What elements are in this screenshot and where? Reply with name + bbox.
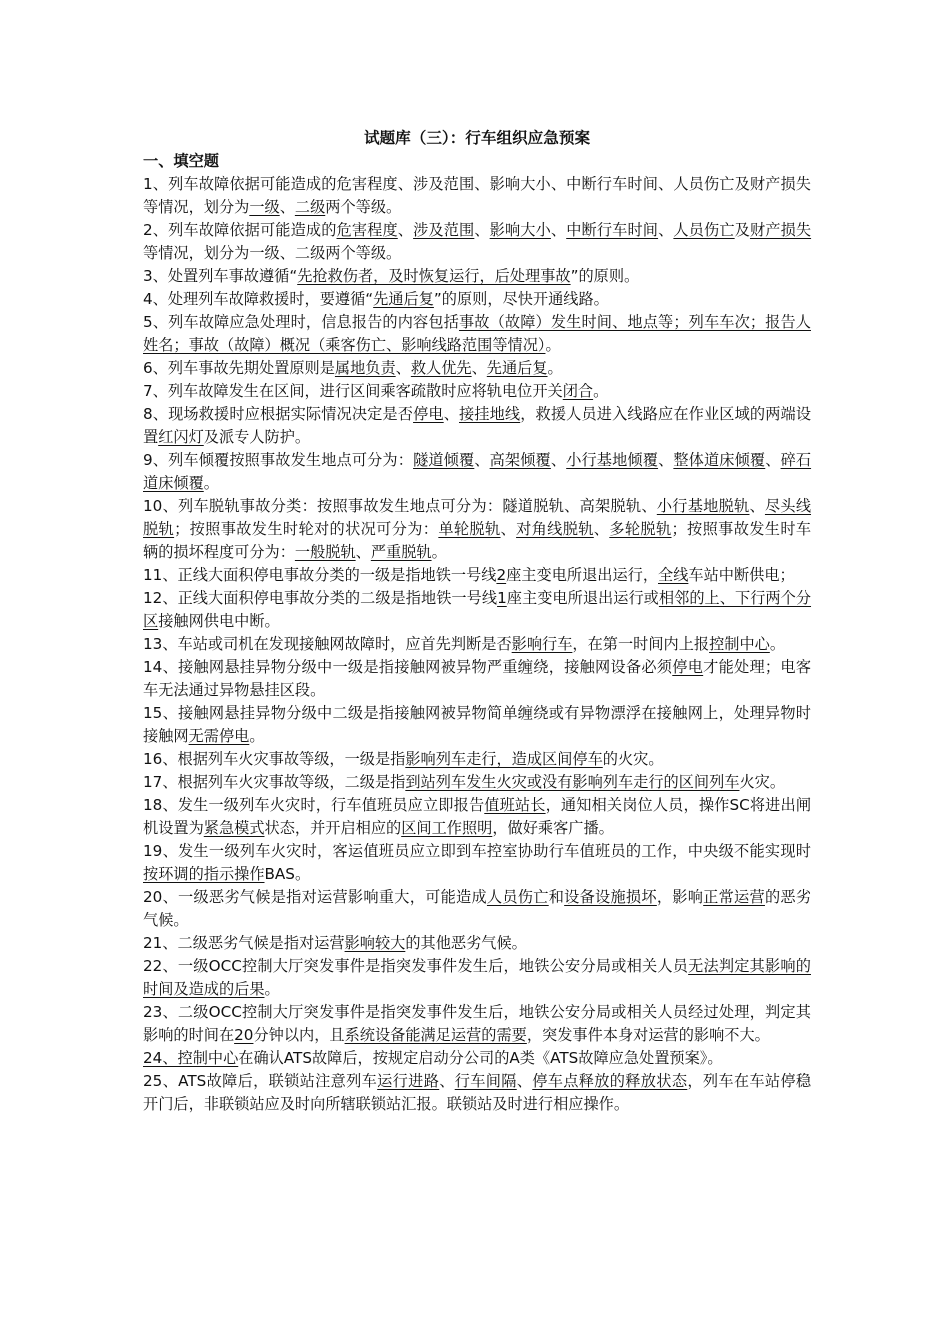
- answer-text: 碎石道床倾覆: [143, 451, 812, 492]
- answer-text: 高架倾覆: [489, 451, 551, 469]
- answer-text: 系统设备能满足运营的需要: [344, 1026, 527, 1044]
- question-text: 2、列车故障依据可能造成的: [143, 221, 337, 239]
- question-text: ，突发事件本身对运营的影响不大。: [526, 1026, 770, 1044]
- question-text: 。: [249, 727, 265, 745]
- question-item: [143, 748, 811, 771]
- answer-text: 事故（故障）发生时间、地点等；列车车次；报告人姓名；事故（故障）概况（乘客伤亡、影响线路范围等情况）: [143, 313, 811, 354]
- question-text: ，救援人员进入线路应在作业区域的两端设置: [143, 405, 812, 446]
- answer-text: 影响较大: [344, 934, 406, 952]
- answer-text: 行车间隔: [454, 1072, 517, 1090]
- answer-text: 属地负责: [334, 359, 396, 377]
- question-item: [143, 840, 811, 886]
- question-text: ”的原则。: [570, 267, 640, 285]
- answer-text: 无需停电: [188, 727, 250, 745]
- question-text: 19、发生一级列车火灾时，客运值班员应立即到车控室协助行车值班员的工作，中央级不能实现时: [143, 842, 811, 860]
- question-text: 21、二级恶劣气候是指对运营: [143, 934, 345, 952]
- question-text: 14、接触网悬挂异物分级中一级是指接触网被异物严重缠绕，接触网设备必须: [143, 658, 673, 676]
- question-text: 、: [279, 198, 295, 216]
- question-item: [143, 771, 811, 794]
- question-text: 车站中断供电；: [688, 566, 795, 584]
- question-text: 、: [550, 451, 567, 469]
- question-text: 18、发生一级列车火灾时，行车值班员应立即报告: [143, 796, 485, 814]
- answer-text: 隧道倾覆: [413, 451, 475, 469]
- question-text: 1、列车故障依据可能造成的危害程度、涉及范围、影响大小、中断行车时间、人员伤亡及财产损失等情况，划分为: [143, 175, 811, 216]
- answer-text: 影响行车: [511, 635, 573, 653]
- answer-text: 尽头线脱轨: [143, 497, 812, 538]
- question-text: 、: [550, 221, 567, 239]
- answer-text: 一般脱轨: [294, 543, 356, 561]
- question-text: 10、列车脱轨事故分类：按照事故发生地点可分为：隧道脱轨、高架脱轨、: [143, 497, 657, 515]
- question-item: [143, 173, 811, 219]
- question-text: 。: [431, 543, 447, 561]
- question-text: 、: [355, 543, 371, 561]
- question-item: [143, 311, 811, 357]
- question-text: 接触网供电中断。: [158, 612, 280, 630]
- question-text: 7、列车故障发生在区间，进行区间乘客疏散时应将轨电位开关: [143, 382, 563, 400]
- answer-text: 24、控制中心: [143, 1049, 239, 1067]
- question-item: [143, 219, 811, 265]
- question-item: [143, 380, 811, 403]
- question-text: 22、一级OCC控制大厅突发事件是指突发事件发生后，地铁公安分局或相关人员: [143, 957, 689, 975]
- answer-text: 1: [497, 589, 507, 607]
- question-text: 、: [749, 497, 765, 515]
- question-text: 。: [547, 359, 563, 377]
- question-text: 、: [765, 451, 781, 469]
- answer-text: 按环调的指示操作: [143, 865, 265, 883]
- answer-text: 先通后复: [486, 359, 548, 377]
- question-text: 。: [545, 336, 561, 354]
- answer-text: 设备设施损坏: [564, 888, 657, 906]
- question-text: 、: [439, 1072, 455, 1090]
- answer-text: 涉及范围: [413, 221, 475, 239]
- answer-text: 控制中心: [709, 635, 770, 653]
- question-text: 、: [516, 1072, 533, 1090]
- answer-text: 停车点释放的释放状态: [532, 1072, 688, 1090]
- question-text: 、: [397, 221, 414, 239]
- document-page: [143, 126, 811, 1116]
- question-text: 。: [593, 382, 609, 400]
- question-text: 11、正线大面积停电事故分类的一级是指地铁一号线: [143, 566, 497, 584]
- question-text: 23、二级OCC控制大厅突发事件是指突发事件发生后，地铁公安分局或相关人员经过处理，判定其影响的时间在: [143, 1003, 811, 1044]
- question-item: [143, 564, 811, 587]
- answer-text: 二级: [294, 198, 326, 216]
- question-text: ，在第一时间内上报: [572, 635, 710, 653]
- question-text: 才能处理；电客车无法通过异物悬挂区段。: [143, 658, 812, 699]
- answer-text: 人员伤亡: [673, 221, 735, 239]
- question-text: 火灾。: [739, 773, 786, 791]
- question-item: [143, 1047, 811, 1070]
- question-item: [143, 403, 811, 449]
- answer-text: 危害程度: [336, 221, 398, 239]
- question-item: [143, 357, 811, 380]
- question-text: 、: [395, 359, 411, 377]
- question-text: 状态，并开启相应的: [264, 819, 402, 837]
- answer-text: 影响大小: [489, 221, 551, 239]
- question-text: ”的原则，尽快开通线路。: [433, 290, 609, 308]
- question-item: [143, 1070, 811, 1116]
- question-text: 、: [593, 520, 610, 538]
- answer-text: 闭合: [562, 382, 594, 400]
- answer-text: 区间工作照明: [401, 819, 493, 837]
- question-item: [143, 1001, 811, 1047]
- question-text: 的火灾。: [602, 750, 664, 768]
- answer-text: 严重脱轨: [370, 543, 432, 561]
- answer-text: 值班站长: [484, 796, 546, 814]
- question-text: ，做好乘客广播。: [492, 819, 614, 837]
- answer-text: 财产损失: [749, 221, 812, 239]
- question-text: 的恶劣气候。: [143, 888, 812, 929]
- question-text: 3、处置列车事故遵循“: [143, 267, 298, 285]
- question-text: 、: [474, 451, 490, 469]
- question-list: [143, 173, 811, 1116]
- question-text: 、: [500, 520, 517, 538]
- question-text: 16、根据列车火灾事故等级，一级是指: [143, 750, 406, 768]
- answer-text: 紧急模式: [203, 819, 265, 837]
- answer-text: 运行进路: [377, 1072, 440, 1090]
- question-text: 8、现场救援时应根据实际情况决定是否: [143, 405, 414, 423]
- question-text: 、: [443, 405, 459, 423]
- question-text: BAS。: [264, 865, 311, 883]
- answer-text: 人员伤亡: [486, 888, 549, 906]
- question-text: ，列车在车站停稳开门后，非联锁站应及时向所辖联锁站汇报。联锁站及时进行相应操作。: [143, 1072, 812, 1113]
- answer-text: 正常运营: [703, 888, 765, 906]
- question-item: [143, 656, 811, 702]
- answer-text: 整体道床倾覆: [673, 451, 766, 469]
- question-item: [143, 932, 811, 955]
- question-text: 座主变电所退出运行或: [506, 589, 659, 607]
- question-text: 4、处理列车故障救援时，要遵循“: [143, 290, 374, 308]
- question-text: 的其他恶劣气候。: [405, 934, 527, 952]
- answer-text: 单轮脱轨: [438, 520, 501, 538]
- question-text: 17、根据列车火灾事故等级，二级是指: [143, 773, 406, 791]
- answer-text: 中断行车时间: [566, 221, 659, 239]
- answer-text: 20: [234, 1026, 254, 1044]
- answer-text: 相邻的上、下行两个分区: [143, 589, 812, 630]
- question-text: 25、ATS故障后，联锁站注意列车: [143, 1072, 378, 1090]
- question-text: 12、正线大面积停电事故分类的二级是指地铁一号线: [143, 589, 498, 607]
- question-text: 。: [203, 474, 219, 492]
- document-title: 试题库（三）：行车组织应急预案: [363, 129, 591, 147]
- question-item: [143, 702, 811, 748]
- answer-text: 停电: [672, 658, 704, 676]
- question-text: ；按照事故发生时轮对的状况可分为：: [174, 520, 439, 538]
- question-item: [143, 886, 811, 932]
- answer-text: 救人优先: [410, 359, 472, 377]
- answer-text: 无法判定其影响的时间及造成的后果: [143, 957, 811, 998]
- question-text: 、: [658, 221, 674, 239]
- question-text: 在确认ATS故障后，按规定启动分公司的A类《ATS故障应急处置预案》。: [238, 1049, 723, 1067]
- answer-text: 先通后复: [373, 290, 434, 308]
- question-text: 5、列车故障应急处理时，信息报告的内容包括: [143, 313, 459, 331]
- question-item: [143, 633, 811, 656]
- question-text: 、: [658, 451, 674, 469]
- answer-text: 一级: [249, 198, 280, 216]
- question-text: 6、列车事故先期处置原则是: [143, 359, 335, 377]
- question-item: [143, 955, 811, 1001]
- question-text: 。: [264, 980, 280, 998]
- answer-text: 小行基地脱轨: [656, 497, 750, 515]
- answer-text: 2: [496, 566, 507, 584]
- question-text: 及: [734, 221, 750, 239]
- question-text: 、: [471, 359, 487, 377]
- question-text: 座主变电所退出运行，: [506, 566, 658, 584]
- question-text: 两个等级。: [325, 198, 402, 216]
- question-item: [143, 794, 811, 840]
- section-heading: 一、填空题: [143, 152, 219, 170]
- answer-text: 影响列车走行，造成区间停车: [405, 750, 603, 768]
- answer-text: 停电: [413, 405, 444, 423]
- question-text: 20、一级恶劣气候是指对运营影响重大，可能造成: [143, 888, 487, 906]
- question-text: 。: [769, 635, 786, 653]
- answer-text: 到站列车发生火灾或没有影响列车走行的区间列车: [405, 773, 740, 791]
- answer-text: 接挂地线: [459, 405, 521, 423]
- question-text: 15、接触网悬挂异物分级中二级是指接触网被异物简单缠绕或有异物漂浮在接触网上，处理异物时接触网: [143, 704, 811, 745]
- answer-text: 红闪灯: [158, 428, 204, 446]
- question-text: 、: [474, 221, 490, 239]
- question-text: 9、列车倾覆按照事故发生地点可分为：: [143, 451, 414, 469]
- question-text: 等情况，划分为一级、二级两个等级。: [143, 244, 402, 262]
- question-item: [143, 449, 811, 495]
- answer-text: 小行基地倾覆: [566, 451, 659, 469]
- question-text: 及派专人防护。: [203, 428, 311, 446]
- question-text: ，通知相关岗位人员，操作SC将进出闸机设置为: [143, 796, 812, 837]
- question-text: ，影响: [656, 888, 704, 906]
- answer-text: 对角线脱轨: [516, 520, 594, 538]
- question-item: [143, 288, 811, 311]
- question-text: 分钟以内，且: [253, 1026, 345, 1044]
- question-item: [143, 495, 811, 564]
- question-text: 和: [548, 888, 565, 906]
- question-text: 13、车站或司机在发现接触网故障时，应首先判断是否: [143, 635, 512, 653]
- answer-text: 多轮脱轨: [609, 520, 672, 538]
- question-text: ；按照事故发生时车辆的损坏程度可分为：: [143, 520, 812, 561]
- question-item: [143, 587, 811, 633]
- answer-text: 先抢救伤者，及时恢复运行，后处理事故: [297, 267, 571, 285]
- question-item: [143, 265, 811, 288]
- answer-text: 全线: [658, 566, 689, 584]
